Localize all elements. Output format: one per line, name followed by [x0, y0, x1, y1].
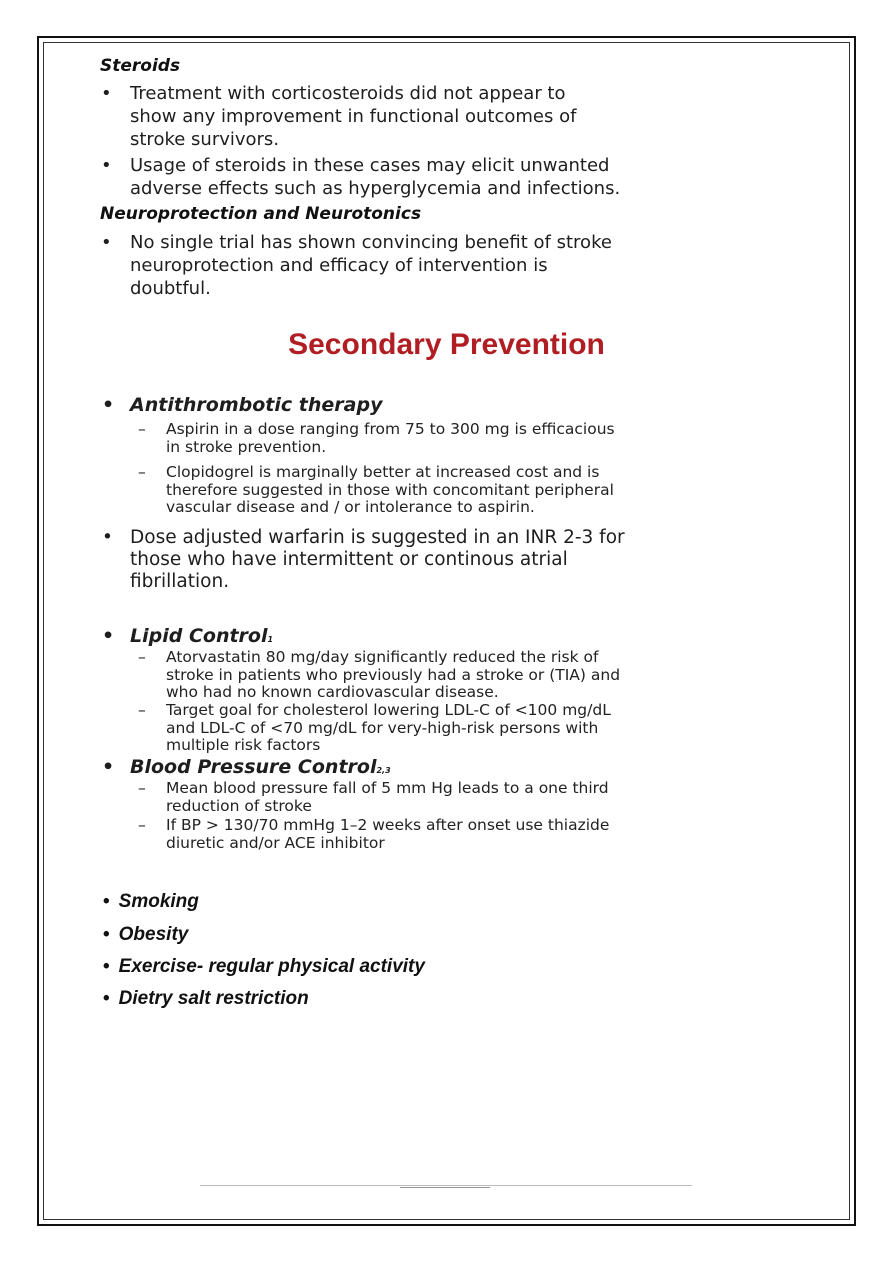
bullet-marker: •: [103, 988, 110, 1009]
neuroprotection-heading: Neuroprotection and Neurotonics: [100, 204, 422, 224]
antithrombotic-bullet: [102, 394, 383, 416]
lifestyle-label: Dietry salt restriction: [118, 988, 309, 1009]
reference-marker: 1: [267, 635, 274, 644]
lifestyle-item-salt: [103, 987, 309, 1011]
text-line: Dose adjusted warfarin is suggested in an INR 2-3 for: [130, 527, 625, 548]
lipid-sub-1: [138, 648, 621, 702]
text-line: Aspirin in a dose ranging from 75 to 300 mg is efficacious: [166, 420, 615, 438]
bp-control-label: Blood Pressure Control: [130, 756, 377, 778]
bullet-marker: •: [102, 527, 113, 548]
bullet-marker: •: [103, 924, 110, 945]
lipid-sub-2: [138, 701, 611, 755]
lipid-control-label: Lipid Control: [130, 625, 268, 647]
dash-marker: –: [138, 648, 146, 666]
warfarin-bullet: [102, 527, 625, 593]
text-line: Treatment with corticosteroids did not appear to: [130, 83, 566, 104]
text-line: who had no known cardiovascular disease.: [166, 683, 499, 701]
footer-rule: [200, 1185, 692, 1186]
dash-marker: –: [138, 701, 146, 719]
antithrombotic-sub-2: [138, 463, 614, 517]
text-line: No single trial has shown convincing benefit of stroke: [130, 232, 612, 253]
text-line: adverse effects such as hyperglycemia and infections.: [130, 178, 621, 199]
dash-marker: –: [138, 816, 146, 834]
bullet-marker: •: [101, 155, 112, 176]
text-line: in stroke prevention.: [166, 437, 327, 456]
text-line: therefore suggested in those with concomitant peripheral: [166, 480, 614, 499]
bp-sub-2: [138, 816, 610, 852]
text-line: stroke in patients who previously had a stroke or (TIA) and: [166, 665, 621, 684]
text-line: fibrillation.: [130, 571, 230, 592]
lifestyle-item-obesity: [103, 923, 188, 947]
footer-rule-accent: [400, 1187, 490, 1188]
bullet-marker: •: [103, 891, 110, 912]
lifestyle-item-exercise: [103, 955, 425, 979]
dash-marker: –: [138, 420, 146, 438]
steroids-bullet-2: [101, 154, 621, 200]
steroids-bullet-1: [101, 82, 577, 151]
text-line: Mean blood pressure fall of 5 mm Hg leads to a one third: [166, 779, 609, 797]
text-line: If BP > 130/70 mmHg 1–2 weeks after onset use thiazide: [166, 816, 610, 834]
dash-marker: –: [138, 779, 146, 797]
text-line: vascular disease and / or intolerance to aspirin.: [166, 498, 535, 516]
text-line: multiple risk factors: [166, 736, 321, 754]
antithrombotic-sub-1: [138, 420, 615, 456]
text-line: reduction of stroke: [166, 796, 312, 815]
text-line: Target goal for cholesterol lowering LDL-C of <100 mg/dL: [166, 701, 611, 719]
bullet-marker: •: [103, 956, 110, 977]
bp-sub-1: [138, 779, 609, 815]
text-line: Usage of steroids in these cases may elicit unwanted: [130, 155, 610, 176]
page-title: Secondary Prevention: [288, 328, 605, 361]
antithrombotic-label: Antithrombotic therapy: [130, 394, 383, 416]
bullet-marker: •: [102, 756, 115, 778]
text-line: stroke survivors.: [130, 129, 280, 150]
dash-marker: –: [138, 463, 146, 481]
neuroprotection-bullet-1: [101, 231, 612, 300]
bullet-marker: •: [101, 83, 112, 104]
lifestyle-label: Exercise- regular physical activity: [118, 956, 425, 977]
reference-marker: 2,3: [376, 766, 391, 775]
bullet-marker: •: [102, 625, 115, 647]
lifestyle-label: Obesity: [118, 924, 189, 945]
bullet-marker: •: [101, 232, 112, 253]
text-line: those who have intermittent or continous atrial: [130, 549, 568, 570]
text-line: and LDL-C of <70 mg/dL for very-high-risk persons with: [166, 718, 599, 737]
bullet-marker: •: [102, 394, 115, 416]
text-line: doubtful.: [130, 278, 211, 299]
text-line: neuroprotection and efficacy of intervention is: [130, 255, 548, 276]
text-line: show any improvement in functional outcomes of: [130, 106, 577, 127]
text-line: Atorvastatin 80 mg/day significantly reduced the risk of: [166, 648, 599, 666]
text-line: Clopidogrel is marginally better at increased cost and is: [166, 463, 600, 481]
lifestyle-item-smoking: [103, 890, 199, 914]
lifestyle-label: Smoking: [118, 891, 199, 912]
text-line: diuretic and/or ACE inhibitor: [166, 833, 385, 852]
steroids-heading: Steroids: [100, 56, 181, 76]
